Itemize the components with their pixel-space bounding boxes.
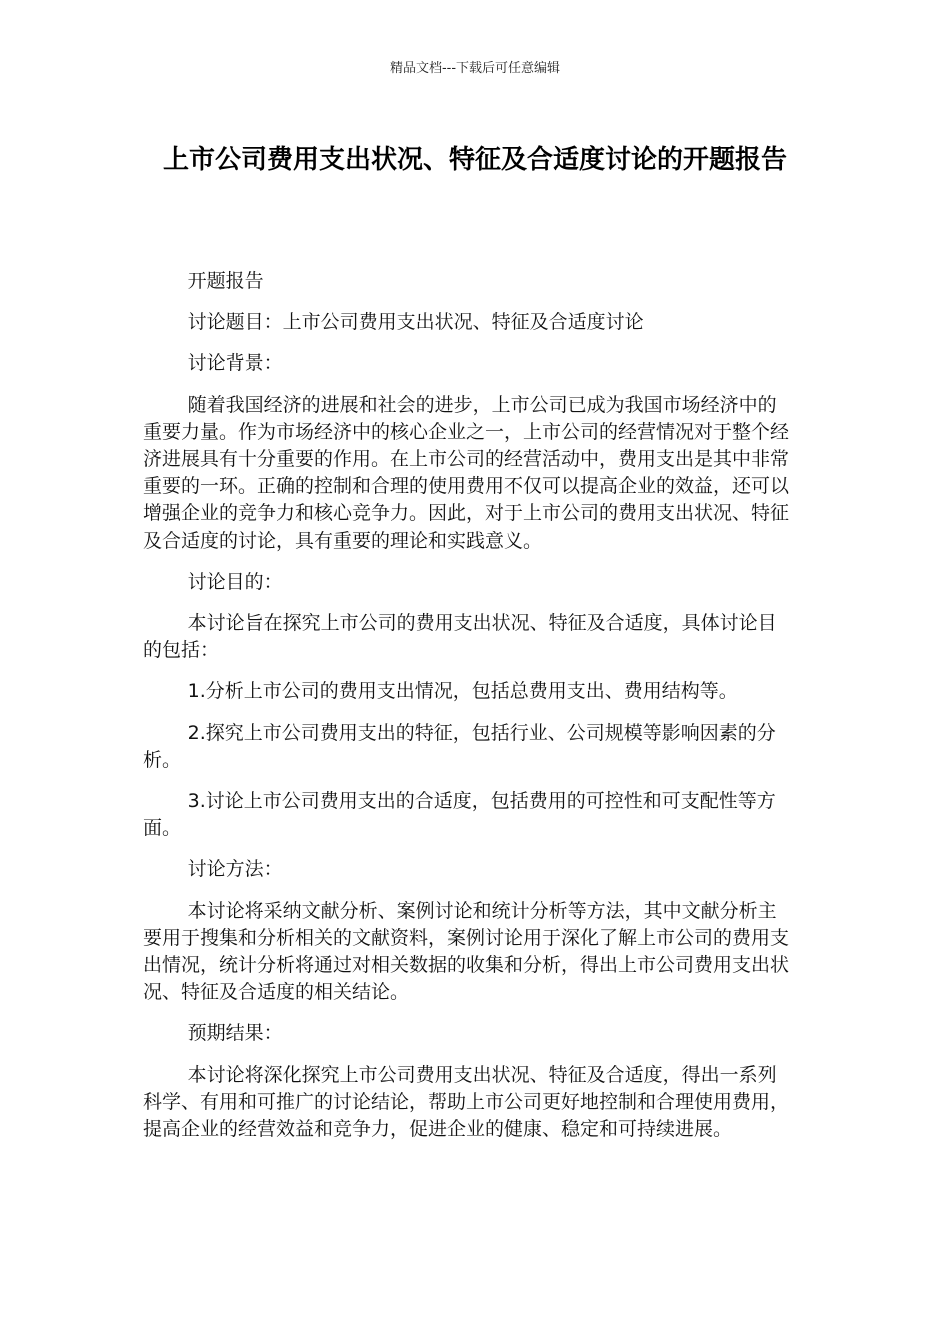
expected-results-paragraph: 本讨论将深化探究上市公司费用支出状况、特征及合适度，得出一系列科学、有用和可推广的讨论结论，帮助上市公司更好地控制和合理使用费用，提高企业的经营效益和竞争力，促进企业的健康、稳定和可持续进展。 bbox=[143, 1063, 790, 1141]
background-paragraph: 随着我国经济的进展和社会的进步，上市公司已成为我国市场经济中的重要力量。作为市场经济中的核心企业之一，上市公司的经营情况对于整个经济进展具有十分重要的作用。在上市公司的经营活动中，费用支出是其中非常重要的一环。正确的控制和合理的使用费用不仅可以提高企业的效益，还可以增强企业的竞争力和核心竞争力。因此，对于上市公司的费用支出状况、特征及合适度的讨论，具有重要的理论和实践意义。 bbox=[143, 393, 790, 552]
section-label-report: 开题报告 bbox=[187, 270, 264, 292]
research-topic-line: 讨论题目：上市公司费用支出状况、特征及合适度讨论 bbox=[187, 311, 644, 334]
section-heading-expected-results: 预期结果： bbox=[187, 1022, 283, 1045]
purpose-item-3: 3.讨论上市公司费用支出的合适度，包括费用的可控性和可支配性等方面。 bbox=[143, 790, 776, 840]
page-header-note: 精品文档---下载后可任意编辑 bbox=[389, 61, 561, 76]
purpose-item-1: 1.分析上市公司的费用支出情况，包括总费用支出、费用结构等。 bbox=[187, 680, 738, 703]
document-title: 上市公司费用支出状况、特征及合适度讨论的开题报告 bbox=[162, 145, 787, 175]
section-heading-background: 讨论背景： bbox=[187, 352, 283, 375]
section-heading-method: 讨论方法： bbox=[187, 858, 283, 881]
method-paragraph: 本讨论将采纳文献分析、案例讨论和统计分析等方法，其中文献分析主要用于搜集和分析相关的文献资料，案例讨论用于深化了解上市公司的费用支出情况，统计分析将通过对相关数据的收集和分析，得出上市公司费用支出状况、特征及合适度的相关结论。 bbox=[143, 899, 790, 1004]
document-body bbox=[143, 268, 793, 1157]
section-heading-purpose: 讨论目的： bbox=[187, 570, 283, 593]
purpose-intro-paragraph: 本讨论旨在探究上市公司的费用支出状况、特征及合适度，具体讨论目的包括： bbox=[143, 612, 777, 662]
purpose-item-2: 2.探究上市公司费用支出的特征，包括行业、公司规模等影响因素的分析。 bbox=[143, 721, 776, 771]
